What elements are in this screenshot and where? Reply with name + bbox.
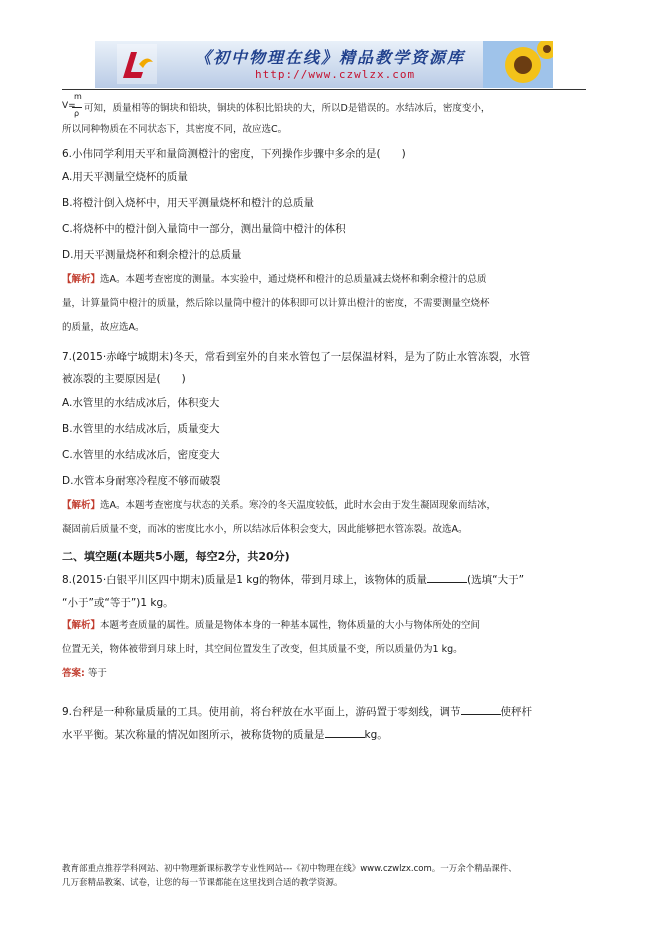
header-divider (62, 89, 586, 90)
document-body (62, 92, 592, 746)
q7-option-b: B.水管里的水结成冰后，质量变大 (62, 423, 220, 435)
footer-line-1: 教育部重点推荐学科网站、初中物理新课标教学专业性网站---《初中物理在线》www.czwlzx.com。一万余个精品课件、 (62, 864, 517, 874)
q8-stem-text-b: (选填“大于” (467, 574, 525, 586)
page-footer (62, 862, 592, 890)
formula-numerator: m (74, 92, 82, 101)
q6-explanation-3: 的质量，故应选A。 (62, 322, 145, 333)
q7-explanation-2: 凝固前后质量不变，而冰的密度比水小，所以结冰后体积会变大，因此能够把水管冻裂。故选A。 (62, 524, 468, 535)
q8-answer-blank (427, 571, 467, 583)
q9-answer-blank-1 (461, 703, 501, 715)
q7-stem-2: 被冻裂的主要原因是( ) (62, 373, 186, 385)
formula-line (62, 92, 592, 124)
q9-stem-2 (62, 724, 592, 746)
formula-prefix: V= (62, 101, 76, 111)
q7-option-d: D.水管本身耐寒冷程度不够而破裂 (62, 475, 221, 487)
q7-option-a: A.水管里的水结成冰后，体积变大 (62, 397, 220, 409)
q6-stem: 6.小伟同学利用天平和量筒测橙汁的密度，下列操作步骤中多余的是( ) (62, 148, 406, 160)
site-logo-icon (117, 44, 157, 84)
formula-text: 可知，质量相等的铜块和铅块，铜块的体积比铅块的大，所以D是错误的。水结冰后，密度变小， (84, 103, 491, 114)
fraction-bar (72, 107, 82, 108)
q8-stem-1 (62, 568, 592, 592)
explanation-tag: 【解析】 (62, 620, 101, 631)
q8-explanation-text-1: 本题考查质量的属性。质量是物体本身的一种基本属性，物体质量的大小与物体所处的空间 (100, 620, 481, 631)
q7-stem-1: 7.(2015·赤峰宁城期末)冬天，常看到室外的自来水管包了一层保温材料，是为了防止水管冻裂，水管 (62, 351, 531, 363)
q6-option-d: D.用天平测量烧杯和剩余橙汁的总质量 (62, 249, 242, 261)
formula-denominator: ρ (74, 109, 80, 118)
q6-explanation-text-1: 选A。本题考查密度的测量。本实验中，通过烧杯和橙汁的总质量减去烧杯和剩余橙汁的总质 (100, 274, 487, 285)
q8-answer (62, 662, 592, 686)
q6-option-a: A.用天平测量空烧杯的质量 (62, 171, 188, 183)
q6-option-b: B.将橙汁倒入烧杯中，用天平测量烧杯和橙汁的总质量 (62, 197, 315, 209)
q8-stem-2: “小于”或“等于”)1 kg。 (62, 597, 174, 609)
q8-explanation-1 (62, 614, 592, 638)
q9-stem-1 (62, 700, 592, 724)
q7-option-c: C.水管里的水结成冰后，密度变大 (62, 449, 220, 461)
sunflower-icon (483, 41, 553, 88)
density-formula (62, 92, 84, 122)
header-banner (95, 41, 553, 88)
q9-stem-text-d: kg。 (364, 729, 388, 741)
explanation-tag: 【解析】 (62, 274, 101, 285)
q8-stem-text-a: 8.(2015·白银平川区四中期末)质量是1 kg的物体，带到月球上，该物体的质量 (62, 574, 428, 586)
section-heading: 二、填空题(本题共5小题，每空2分，共20分) (62, 550, 290, 563)
q7-explanation-text-1: 选A。本题考查密度与状态的关系。寒冷的冬天温度较低，此时水会由于发生凝固现象而结冰， (100, 500, 497, 511)
q9-stem-text-b: 使秤杆 (500, 706, 533, 718)
q9-stem-text-c: 水平平衡。某次称量的情况如图所示，被称货物的质量是 (62, 729, 325, 741)
formula-text-2: 所以同种物质在不同状态下，其密度不同，故应选C。 (62, 124, 288, 135)
explanation-tag: 【解析】 (62, 500, 101, 511)
q6-explanation-2: 量，计算量筒中橙汁的质量，然后除以量筒中橙汁的体积即可以计算出橙汁的密度，不需要测量空烧杯 (62, 298, 490, 309)
banner-title: 《初中物理在线》精品教学资源库 (195, 48, 466, 67)
q8-answer-text: 等于 (87, 668, 107, 679)
q6-explanation-1 (62, 268, 592, 292)
banner-url: http://www.czwlzx.com (255, 68, 416, 81)
q8-explanation-2: 位置无关，物体被带到月球上时，其空间位置发生了改变，但其质量不变，所以质量仍为1 kg。 (62, 644, 463, 655)
q7-explanation-1 (62, 494, 592, 518)
q9-stem-text-a: 9.台秤是一种称量质量的工具。使用前，将台秤放在水平面上，游码置于零刻线，调节 (62, 706, 461, 718)
q9-answer-blank-2 (325, 726, 365, 738)
footer-line-2: 几万套精品教案、试卷，让您的每一节课都能在这里找到合适的教学资源。 (62, 878, 343, 888)
answer-tag: 答案: (62, 668, 85, 679)
q6-option-c: C.将烧杯中的橙汁倒入量筒中一部分，测出量筒中橙汁的体积 (62, 223, 346, 235)
